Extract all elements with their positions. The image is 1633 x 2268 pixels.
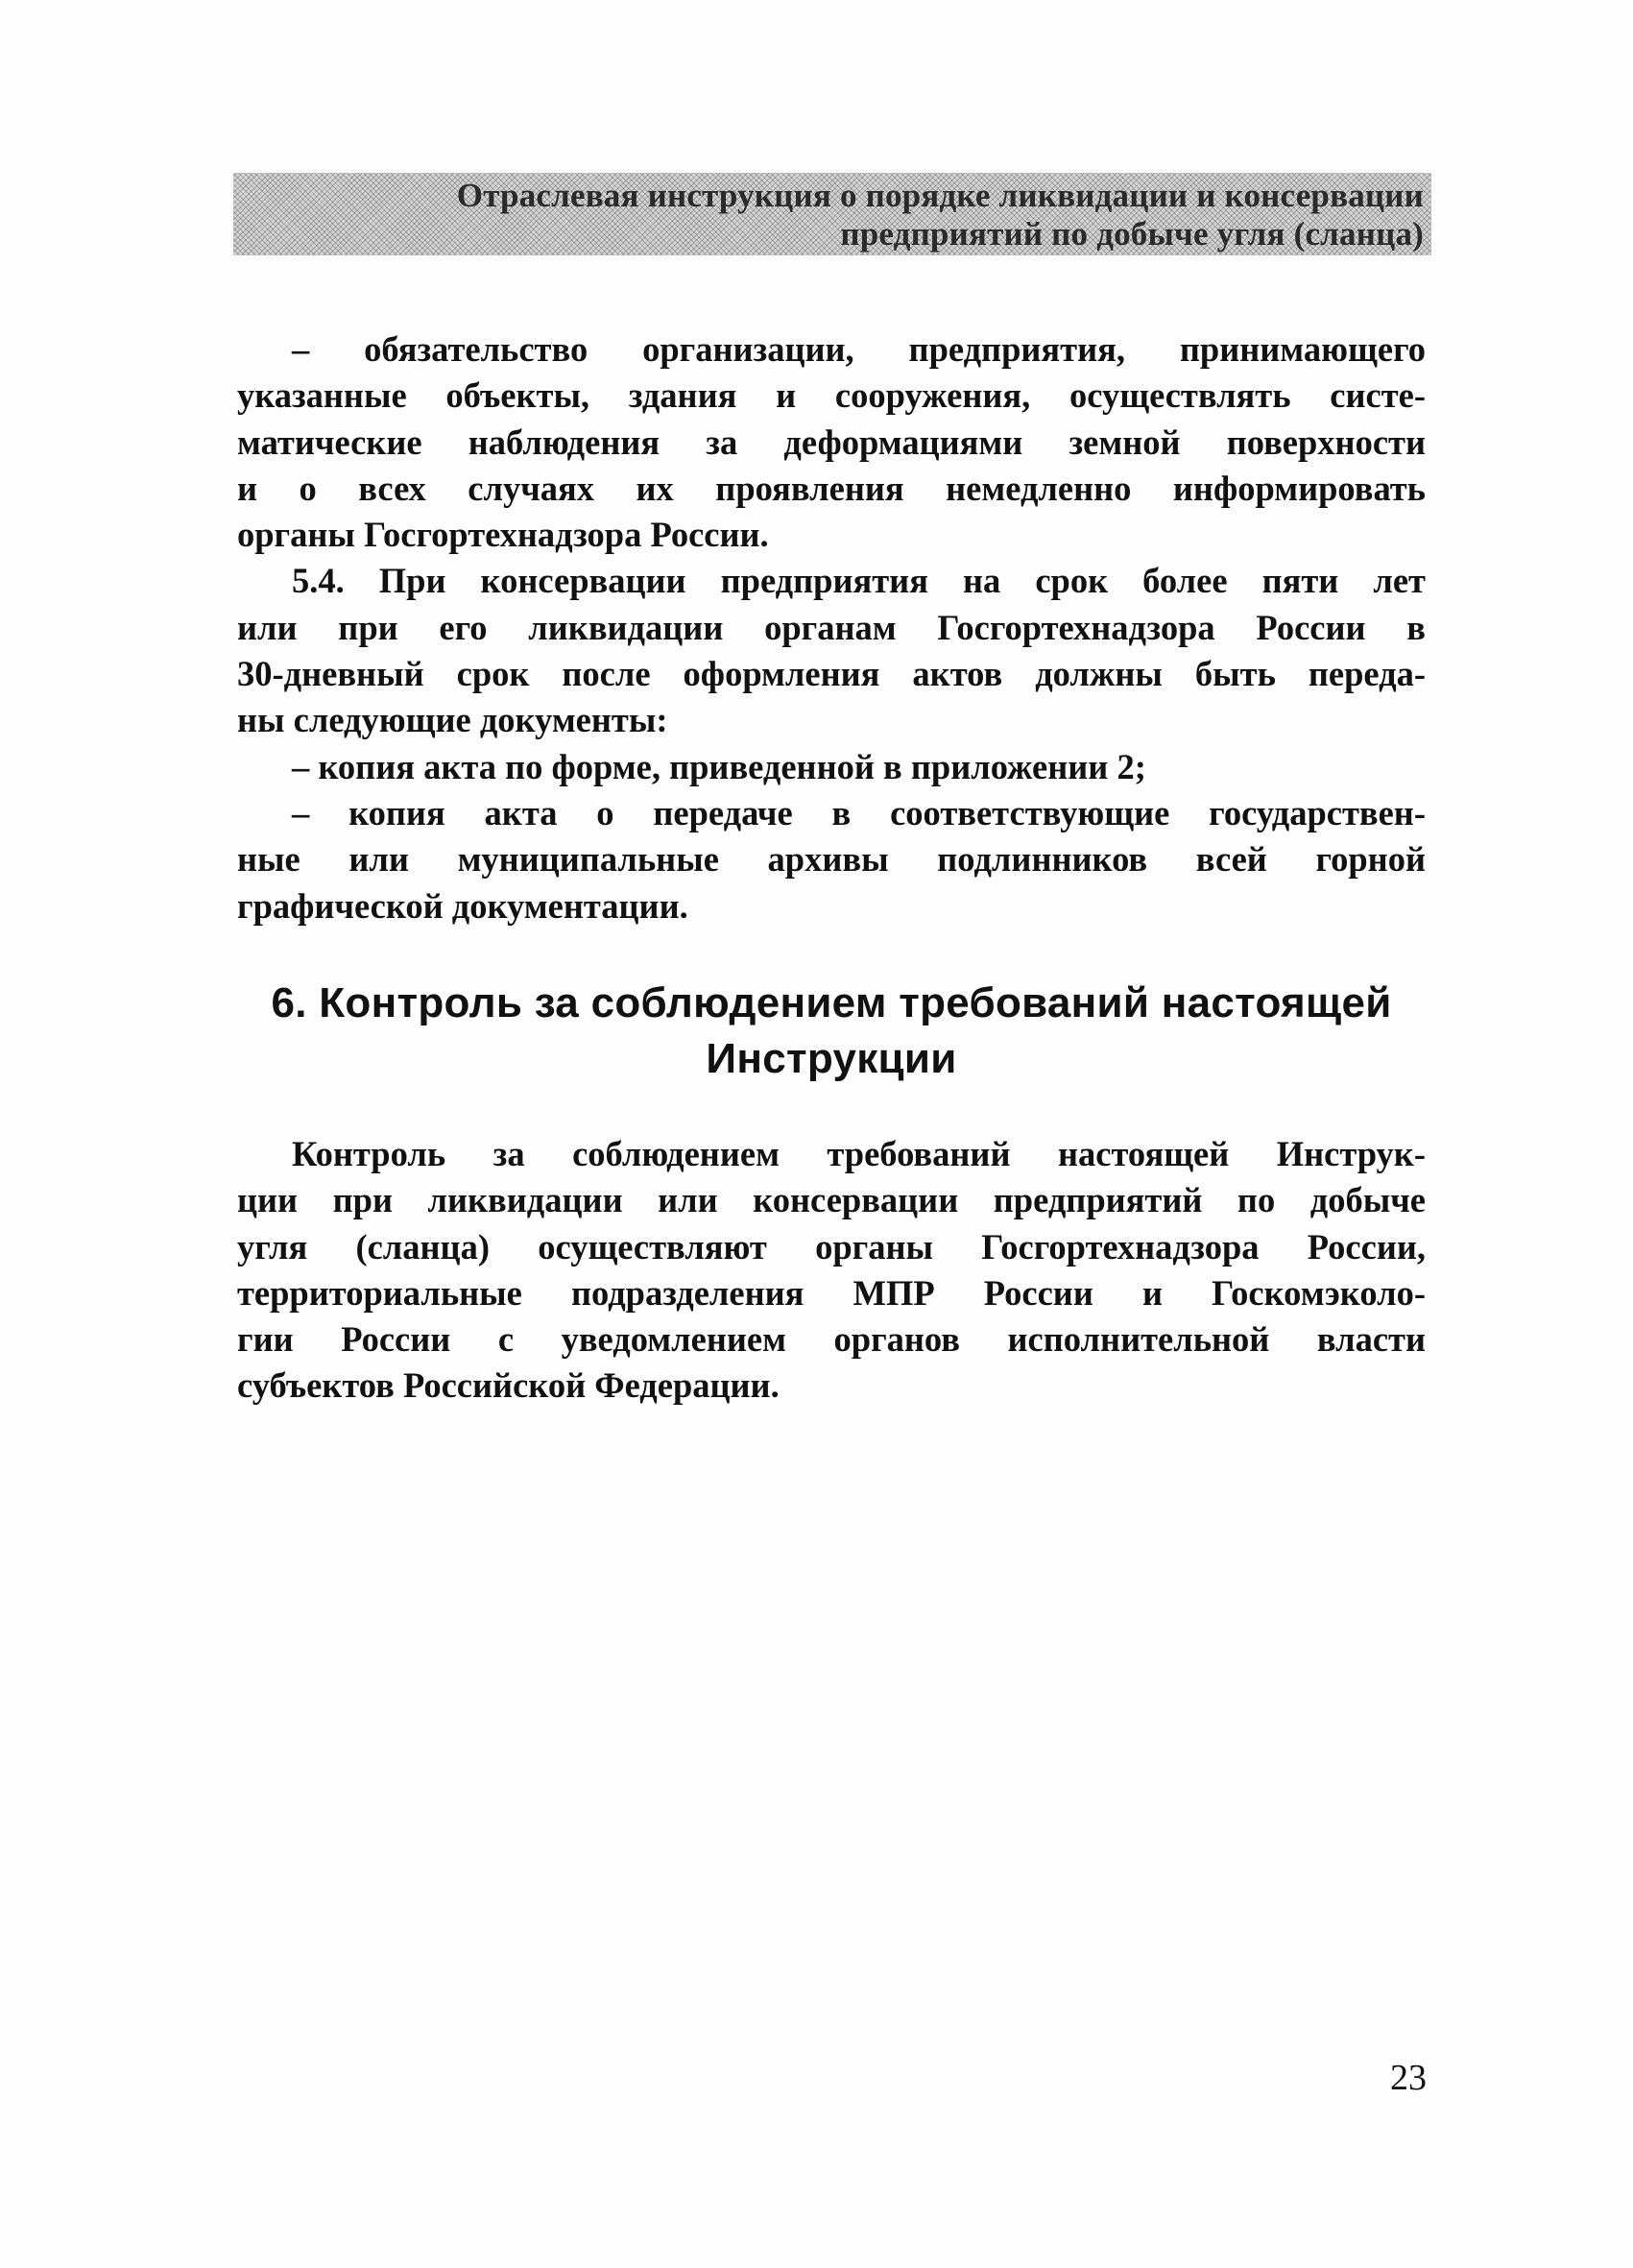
- text-line: территориальные подразделения МПР России и Госкомэколо-: [237, 1272, 1426, 1313]
- page-number: 23: [1390, 2058, 1427, 2098]
- text-line: Контроль за соблюдением требований настоящей Инструк-: [292, 1134, 1426, 1173]
- text-line: графической документации.: [237, 885, 688, 926]
- text-line: органы Госгортехнадзора России.: [237, 515, 769, 555]
- running-header-line-1: Отраслевая инструкция о порядке ликвидации и консервации: [456, 177, 1424, 214]
- text-line: – обязательство организации, предприятия, принимающего: [292, 329, 1426, 369]
- section-6-paragraph: [237, 1131, 1426, 1410]
- text-line: 30-дневный срок после оформления актов должны быть переда-: [237, 654, 1426, 694]
- text-line: ны следующие документы:: [237, 700, 668, 740]
- running-header-line-2: предприятий по добыче угля (сланца): [840, 215, 1424, 253]
- list-item: – копия акта по форме, приведенной в приложении 2;: [292, 746, 1146, 786]
- list-item: – копия акта о передаче в соответствующие государствен-: [292, 792, 1426, 832]
- text-line: матические наблюдения за деформациями земной поверхности: [237, 422, 1426, 462]
- text-line: ции при ликвидации или консервации предприятий по добыче: [237, 1180, 1426, 1220]
- text-line: субъектов Российской Федерации.: [237, 1365, 780, 1406]
- section-5-continuation: [237, 326, 1426, 929]
- text-line: угля (сланца) осуществляют органы Госгортехнадзора России,: [237, 1226, 1426, 1267]
- running-header: [233, 173, 1431, 255]
- text-line: указанные объекты, здания и сооружения, осуществлять систе-: [237, 375, 1426, 416]
- section-6-heading: [237, 976, 1426, 1087]
- text-line: гии России с уведомлением органов исполнительной власти: [237, 1319, 1426, 1360]
- section-6-heading-line-2: Инструкции: [706, 1035, 957, 1082]
- text-line: или при его ликвидации органам Госгортехнадзора России в: [237, 607, 1426, 647]
- section-6-heading-line-1: 6. Контроль за соблюдением требований настоящей: [271, 979, 1392, 1026]
- text-line: 5.4. При консервации предприятия на срок более пяти лет: [292, 561, 1426, 601]
- text-line: и о всех случаях их проявления немедленно информировать: [237, 468, 1426, 508]
- text-line: ные или муниципальные архивы подлинников всей горной: [237, 839, 1426, 880]
